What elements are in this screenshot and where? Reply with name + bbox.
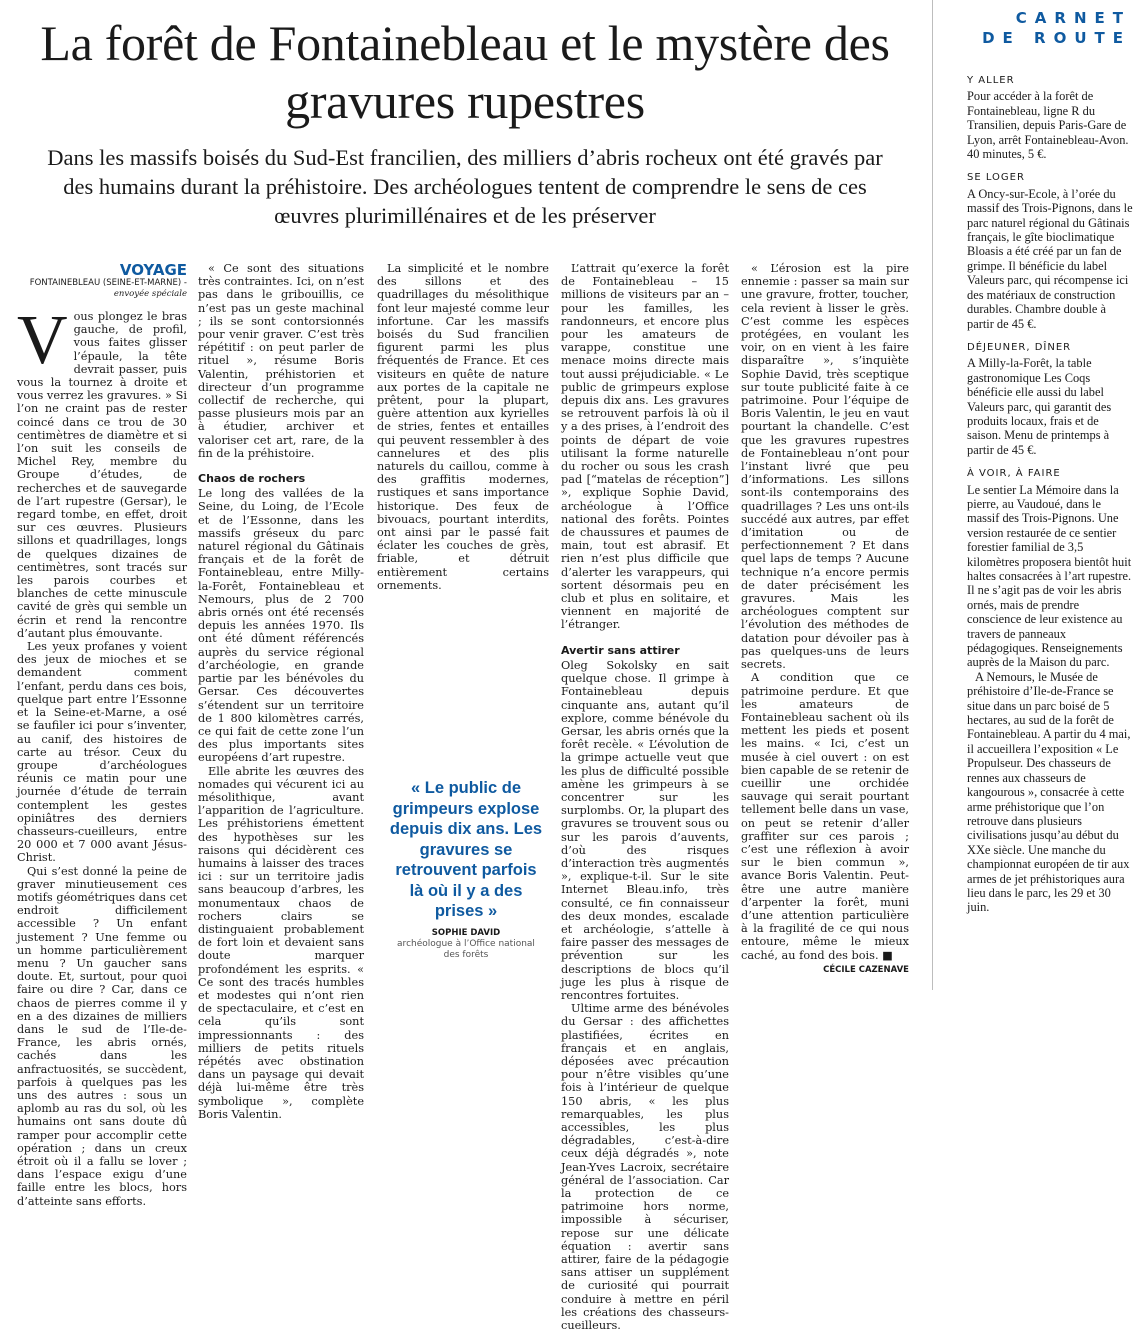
headline: La forêt de Fontainebleau et le mystère des gravures rupestres xyxy=(40,15,890,129)
pull-quote-role: archéologue à l’Office national des forêts xyxy=(397,938,535,960)
sidebar-head-dejeuner: DÉJEUNER, DÎNER xyxy=(967,341,1072,353)
subheading-avertir: Avertir sans attirer xyxy=(561,643,680,657)
column-5 xyxy=(741,262,909,986)
paragraph-9: Oleg Sokolsky en sait quelque chose. Il grimpe à Fontainebleau depuis cinquante ans, autant qu’il explore, comme bénévole du Gersar, les abris ornés que la forêt recèle. « L’évolution de la grimpe actuelle veut que les plus de difficulté possible amène les grimpeurs à se concentrer sur les surplombs. Or, la plupart des gravures se trouvent sous ou sur les parois d’auvents, d’où des risques d’interaction très augmentés », explique-t-il. Sur le site Internet Bleau.info, très consulté, ce fin connaisseur des deux mondes, escalade et archéologie, s’attelle à faire passer des messages de prévention sur les descriptions de blocs qu’il juge les plus à risque de rencontres fortuites. xyxy=(561,658,729,1002)
paragraph-6: Elle abrite les œuvres des nomades qui vécurent ici au mésolithique, avant l’apparition de l’agriculture. Les préhistoriens émettent des hypothèses sur les raisons qui décidèrent ces humains à laisser des traces ici : sur un territoire jadis sans beaucoup d’arbres, les monumentaux chaos de rochers clairs se distinguaient probablement de fort loin et devaient sans doute marquer profondément les esprits. « Ce sont des tracés humbles et modestes qui n’ont rien de spectaculaire, et c’est en cela qu’ils sont impressionnants : des milliers de petits rituels répétés avec obstination dans un paysage qui devait déjà lui-même être très symbolique », complète Boris Valentin. xyxy=(198,764,364,1121)
paragraph-5: Le long des vallées de la Seine, du Loing, de l’Ecole et de l’Essonne, dans les massifs gréseux du parc naturel régional du Gâtinais français et de la forêt de Fontainebleau, entre Milly-la-Forêt, Fontainebleau et Nemours, plus de 2 700 abris ornés ont été recensés depuis les années 1970. Ils ont été dûment référencés auprès du service régional d’archéologie, en grande partie par les bénévoles du Gersar. Ces découvertes s’étendent sur un territoire de 1 800 kilomètres carrés, ce qui fait de cette zone l’un des plus importants sites européens d’art rupestre. xyxy=(198,487,364,765)
sidebar-head-voir: À VOIR, À FAIRE xyxy=(967,468,1061,480)
paragraph-11: « L’érosion est la pire ennemie : passer sa main sur une gravure, frotter, toucher, cela revient à lisser le grès. C’est comme les espèces protégées, en voulant les voir, on en vient à les faire disparaître », s’inquiète Sophie David, très sceptique sur toute publicité faite à ce patrimoine. Pour l’équipe de Boris Valentin, le jeu en vaut pourtant la chandelle. C’est que les gravures rupestres de Fontainebleau n’ont pour l’instant livré que peu d’informations. Les sillons sont-ils contemporains des quadrillages ? Les uns ont-ils succédé aux autres, par effet d’imitation ou de perfectionnement ? Et dans quel laps de temps ? Aucune technique n’a encore permis de dater précisément les gravures. Mais les archéologues comptent sur l’évolution des méthodes de datation pour dévoiler pas à pas quelques-uns de leurs secrets. xyxy=(741,262,909,672)
paragraph-2: Les yeux profanes y voient des jeux de mioches et se demandent comment l’enfant, perdu dans ces bois, quelque part entre l’Essonne et la Seine-et-Marne, a osé se faufiler ici pour s’inventer, au canif, des histoires de carte au trésor. Ceux du groupe d’archéologues réunis ce matin pour une journée d’étude de terrain contemplent les gestes opiniâtres des derniers chasseurs-cueilleurs, entre 20 000 et 7 000 avant Jésus-Christ. xyxy=(17,640,187,865)
drop-cap: V xyxy=(17,302,68,379)
sidebar-title: CARNET DE ROUTE xyxy=(982,9,1131,47)
sidebar-head-aller: Y ALLER xyxy=(967,75,1015,86)
paragraph-10: Ultime arme des bénévoles du Gersar : des affichettes plastifiées, écrites en français et en anglais, déposées avec précaution pour n’être visibles qu’une fois à l’intérieur de quelque 150 abris, « les plus remarquables, les plus accessibles, les plus dégradables, c’est-à-dire ceux déjà dégradés », note Jean-Yves Lacroix, secrétaire général de l’association. Car la protection de ce patrimoine hors norme, impossible à sécuriser, repose sur une délicate équation : avertir sans attirer, faire de la pédagogie sans attiser un supplément de curiosité qui pourrait conduire à mettre en péril les créations des chasseurs-cueilleurs. xyxy=(561,1002,729,1332)
rubric-label: VOYAGE xyxy=(119,261,187,279)
sidebar-carnet xyxy=(932,0,1137,990)
sidebar-text-dejeuner: A Milly-la-Forêt, la table gastronomique Les Coqs bénéficie elle aussi du label Valeurs parc, qui garantit des produits locaux, frais et de saison. Menu de printemps à partir de 45 €. xyxy=(967,356,1112,457)
dateline xyxy=(17,278,187,300)
standfirst: Dans les massifs boisés du Sud-Est francilien, des milliers d’abris rocheux ont été gravés par des humains durant la préhistoire. Des archéologues tentent de comprendre le sens de ces œuvres plurimillénaires et de les préserver xyxy=(47,145,883,228)
sidebar-text-voir: Le sentier La Mémoire dans la pierre, au Vaudoué, dans le massif des Trois-Pignons. Une version restaurée de ce sentier forestier familial de 3,5 kilomètres proposera bientôt huit haltes consacrées à l’art rupestre. Il ne s’agit pas de voir les abris ornés, mais de prendre conscience de leur existence au travers de panneaux pédagogiques. Renseignements auprès de la Maison du parc. xyxy=(967,482,1132,670)
column-1 xyxy=(17,261,187,1208)
column-2 xyxy=(198,262,364,1121)
pull-quote-author: SOPHIE DAVID xyxy=(431,927,501,938)
paragraph-1: Vous plongez le bras gauche, de profil, vous faites glisser l’épaule, la tête devrait passer, puis vous la tournez à droite et vous verrez les gravures. » Si l’on ne craint pas de rester coincé dans ce trou de 30 centimètres de diamètre et si l’on suit les conseils de Michel Rey, membre du Groupe d’études, de recherches et de sauvegarde de l’art rupestre (Gersar), le regard tombe, en effet, droit sur ces œuvres. Plusieurs sillons et quadrillages, longs de quelques dizaines de centimètres, sont tracés sur les parois courbes et blanches de cette minuscule cavité de grès qui semble un écrin et rend la rencontre d’autant plus émouvante. xyxy=(17,302,187,640)
sidebar-text-loger: A Oncy-sur-Ecole, à l’orée du massif des Trois-Pignons, dans le parc naturel régional du Gâtinais français, le gîte bioclimatique Bloasis a été créé par un fan de grimpe. Il bénéficie du label Valeurs parc, qui récompense ici des matériaux de construction durables. Chambre double à partir de 45 €. xyxy=(967,186,1133,331)
dateline-role: envoyée spéciale xyxy=(113,289,187,299)
sidebar-text-voir-2: A Nemours, le Musée de préhistoire d’Ile-de-France se situe dans un parc boisé de 5 hectares, au sud de la forêt de Fontainebleau. A partir du 4 mai, il accueillera l’exposition « Le Propulseur. Des chasseurs de rennes aux chasseurs de kangourous », consacrée à cette arme préhistorique que l’on retrouve dans plusieurs civilisations jusqu’au début du XXe siècle. Une manche du championnat européen de tir aux armes de jet préhistoriques aura lieu dans le parc, les 29 et 30 juin. xyxy=(967,669,1131,915)
paragraph-7: La simplicité et le nombre des sillons et des quadrillages du mésolithique font leur majesté comme leur infortune. Car les massifs boisés du Sud francilien figurent parmi les plus fréquentés de France. Et ces visiteurs en quête de nature aux portes de la capitale ne prêtent, pour la plupart, guère attention aux kyrielles de stries, fentes et entailles qui peuvent ressembler à des cannelures et des plis naturels du caillou, comme à des graffitis modernes, rustiques et sans importance historique. Des feux de bivouacs, pourtant interdits, ont ainsi par le passé fait éclater les couches de grès, friable, et détruit entièrement certains ornements. xyxy=(377,262,549,592)
pull-quote-text: « Le public de grimpeurs explose depuis dix ans. Les gravures se retrouvent parfois là où il y a des prises » xyxy=(389,779,543,920)
paragraph-3: Qui s’est donné la peine de graver minutieusement ces motifs géométriques dans cet endroit difficilement accessible ? Un enfant justement ? Une femme ou un homme particulièrement menu ? Un gaucher sans doute. Et, surtout, pour quoi faire ou dire ? Car, dans ce chaos de pierres comme il y en a des dizaines de milliers dans le sud de l’Ile-de-France, les abris ornés, cachés dans les anfractuosités, se succèdent, parfois à quelques pas les uns des autres : sous un aplomb au ras du sol, où les humains ont sans doute dû ramper pour accomplir cette opération ; dans un creux étroit où il a fallu se lover ; dans l’espace exigu d’une faille entre les blocs, hors d’atteinte sans efforts. xyxy=(17,864,187,1208)
sidebar-body xyxy=(967,74,1135,915)
sidebar-head-loger: SE LOGER xyxy=(967,172,1025,184)
subheading-chaos: Chaos de rochers xyxy=(198,472,306,486)
column-4 xyxy=(561,262,729,1332)
pull-quote xyxy=(388,768,544,986)
dateline-place: FONTAINEBLEAU (SEINE-ET-MARNE) - xyxy=(29,278,187,288)
paragraph-12: A condition que ce patrimoine perdure. Et que les amateurs de Fontainebleau sachent où ils mettent les pieds et posent les mains. « Ici, c’est un musée à ciel ouvert : on est bien capable de se retenir de cueillir une orchidée sauvage qui serait pourtant tellement belle dans un vase, on peut se retenir d’aller graffiter sur ces parois ; c’est une réflexion à avoir sur le bien commun », avance Boris Valentin. Peut-être une autre manière d’arpenter la forêt, muni d’une attention particulière à la fragilité de ce qui nous entoure, même le mieux caché, au fond des bois. ■ xyxy=(741,671,909,962)
column-3 xyxy=(377,262,549,762)
sidebar-text-aller: Pour accéder à la forêt de Fontainebleau, ligne R du Transilien, depuis Paris-Gare de Lyon, arrêt Fontainebleau-Avon. 40 minutes, 5 €. xyxy=(967,89,1129,162)
paragraph-4: « Ce sont des situations très contraintes. Ici, on n’est pas dans le gribouillis, ce n’est pas un geste machinal ; ils se sont contorsionnés pour venir graver. C’est très répétitif : on peut parler de rituel », résume Boris Valentin, préhistorien et directeur d’un programme collectif de recherche, qui passe plusieurs mois par an à étudier, archiver et valoriser cet art, rare, de la fin de la préhistoire. xyxy=(198,262,364,460)
paragraph-8: L’attrait qu’exerce la forêt de Fontainebleau – 15 millions de visiteurs par an – pour les familles, les randonneurs, et encore plus pour les amateurs de varappe, constitue une menace moins directe mais tout aussi préjudiciable. « Le public de grimpeurs explose depuis dix ans. Les gravures se retrouvent parfois là où il y a des prises, à l’endroit des points de départ de voie utilisant la forme naturelle du rocher ou sous les crash pad [“matelas de réception”] », explique Sophie David, archéologue à l’Office national des forêts. Pointes de chaussures et paumes de main, tout est abrasif. Et rien n’est plus difficile que d’alerter les varappeurs, qui sortent désormais peu en club et plus en solitaire, et viennent en majorité de l’étranger. xyxy=(561,262,729,632)
author-signature: CÉCILE CAZENAVE xyxy=(823,964,909,975)
